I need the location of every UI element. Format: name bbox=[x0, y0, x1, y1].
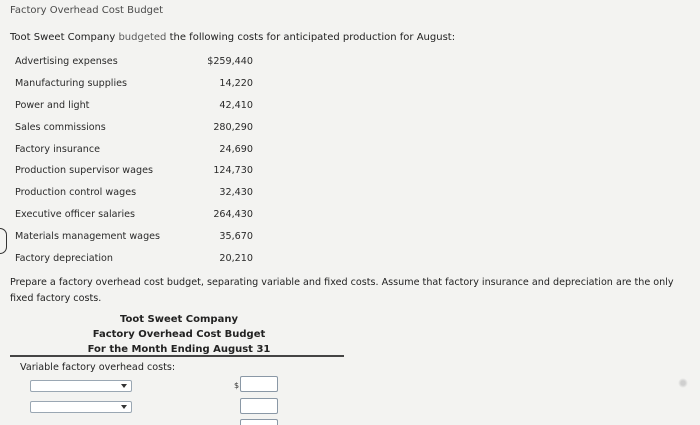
cost-label: Production control wages bbox=[15, 187, 137, 199]
cost-label: Factory insurance bbox=[15, 143, 100, 155]
cost-amount: 20,210 bbox=[219, 253, 253, 265]
problem-intro bbox=[10, 32, 455, 43]
cost-amount: 264,430 bbox=[213, 209, 253, 221]
cost-amount: 280,290 bbox=[213, 121, 253, 133]
cost-row bbox=[15, 160, 265, 182]
intro-company: Toot Sweet Company bbox=[10, 32, 116, 43]
variable-costs-label: Variable factory overhead costs: bbox=[20, 362, 176, 373]
chevron-down-icon bbox=[121, 405, 127, 409]
cost-label: Advertising expenses bbox=[15, 56, 118, 67]
cost-row bbox=[15, 182, 265, 204]
cost-label: Materials management wages bbox=[15, 231, 161, 243]
cost-label: Executive officer salaries bbox=[15, 209, 136, 221]
cost-label: Power and light bbox=[15, 99, 90, 111]
cost-amount: 14,220 bbox=[219, 77, 253, 89]
bracket-mark bbox=[0, 228, 7, 254]
currency-symbol: $ bbox=[234, 381, 240, 390]
cost-label: Manufacturing supplies bbox=[15, 77, 128, 89]
budget-period: For the Month Ending August 31 bbox=[87, 344, 271, 355]
chevron-down-icon bbox=[121, 384, 127, 388]
budget-title: Factory Overhead Cost Budget bbox=[92, 329, 266, 340]
cost-amount: 24,690 bbox=[219, 143, 253, 155]
amount-input[interactable] bbox=[240, 419, 278, 425]
cost-row bbox=[15, 204, 265, 226]
page-title: Factory Overhead Cost Budget bbox=[10, 5, 164, 16]
cost-list bbox=[15, 51, 265, 270]
cost-amount: 42,410 bbox=[219, 99, 253, 111]
cost-row bbox=[15, 248, 265, 270]
intro-rest: the following costs for anticipated production for August: bbox=[169, 32, 456, 43]
budget-heading bbox=[14, 312, 344, 357]
cost-row bbox=[15, 117, 265, 139]
cost-amount: 124,730 bbox=[213, 165, 253, 177]
cost-label: Factory depreciation bbox=[15, 253, 114, 265]
heading-divider bbox=[10, 355, 344, 357]
cost-amount: $259,440 bbox=[207, 56, 253, 67]
cost-label: Production supervisor wages bbox=[15, 165, 154, 177]
cost-row bbox=[15, 139, 265, 161]
decorative-blur bbox=[678, 378, 688, 388]
amount-input[interactable] bbox=[240, 376, 278, 392]
cost-item-select[interactable] bbox=[30, 380, 132, 392]
cost-amount: 35,670 bbox=[219, 231, 253, 243]
cost-item-select[interactable] bbox=[30, 401, 132, 413]
amount-input[interactable] bbox=[240, 398, 278, 414]
intro-verb: budgeted bbox=[118, 32, 167, 43]
cost-row bbox=[15, 51, 265, 73]
cost-label: Sales commissions bbox=[15, 121, 106, 133]
instructions-text: Prepare a factory overhead cost budget, separating variable and fixed costs. Assume that factory insurance and depreciation are the only fixed factory costs. bbox=[10, 277, 674, 304]
cost-row bbox=[15, 73, 265, 95]
cost-amount: 32,430 bbox=[219, 187, 253, 199]
budget-company: Toot Sweet Company bbox=[120, 314, 238, 325]
cost-row bbox=[15, 226, 265, 248]
cost-row bbox=[15, 95, 265, 117]
